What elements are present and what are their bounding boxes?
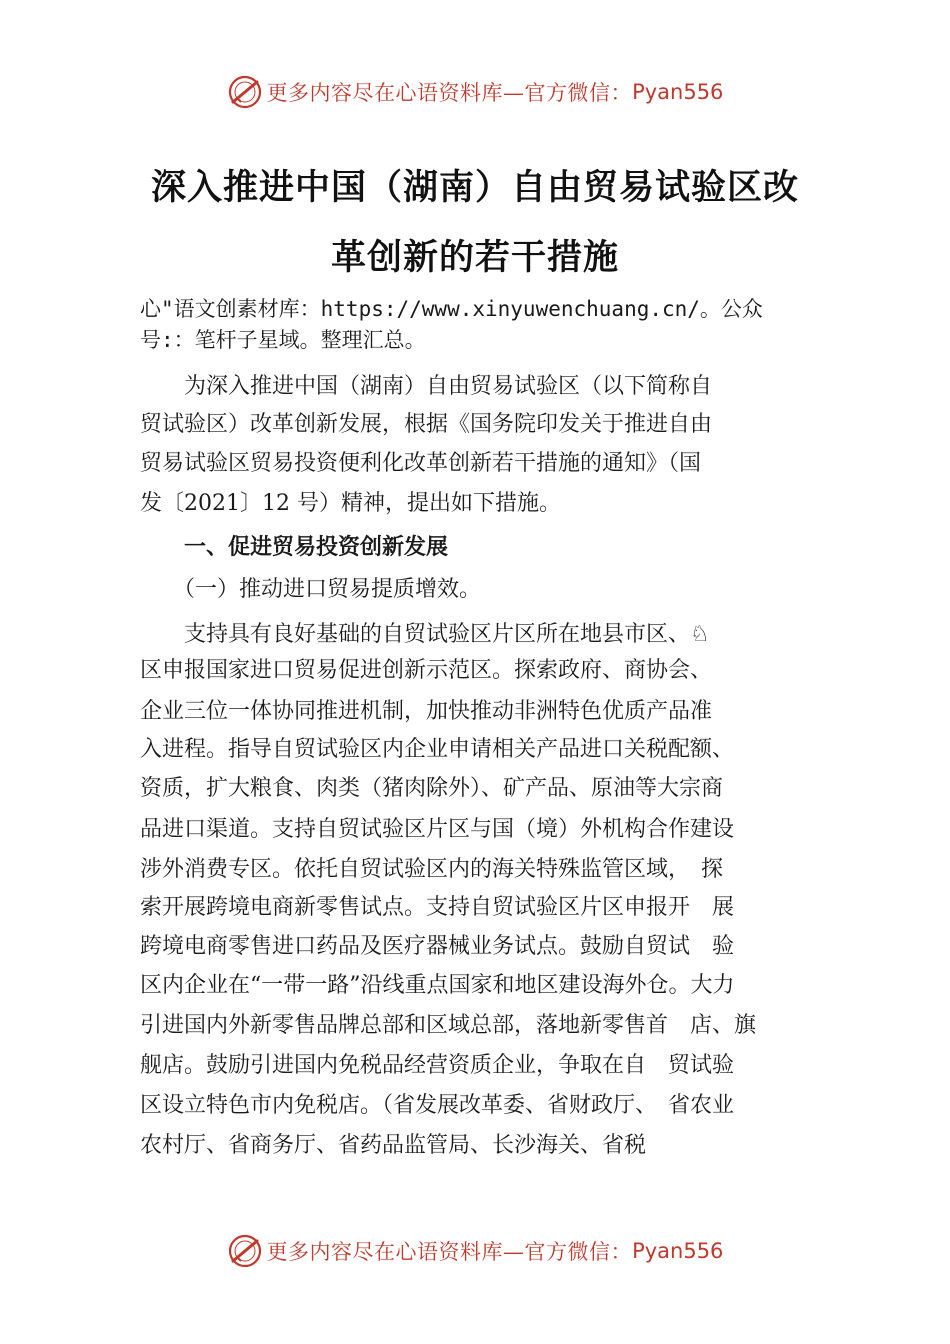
paragraph-line: 企业三位一体协同推进机制，加快推动非洲特色优质产品准 xyxy=(140,699,713,724)
paragraph-line: 入进程。指导自贸试验区内企业申请相关产品进口关税配额、 xyxy=(140,737,735,762)
paragraph-line: 跨境电商零售进口药品及医疗器械业务试点。鼓励自贸试 验 xyxy=(140,934,735,959)
banner-text: 更多内容尽在心语资料库—官方微信： xyxy=(266,1240,633,1264)
footer-banner xyxy=(0,1231,950,1271)
paragraph-line: 涉外消费专区。依托自贸试验区内的海关特殊监管区域， 探 xyxy=(140,857,724,882)
subsection-heading: （一）推动进口贸易提质增效。 xyxy=(140,577,482,602)
intro-line: 贸试验区）改革创新发展，根据《国务院印发关于推进自由 xyxy=(140,412,713,437)
paragraph-line: 资质，扩大粮食、肉类（猪肉除外）、矿产品、原油等大宗商 xyxy=(140,776,724,801)
intro-line: 贸易试验区贸易投资便利化改革创新若干措施的通知》（国 xyxy=(140,451,702,476)
paragraph-line: 区申报国家进口贸易促进创新示范区。探索政府、商协会、 xyxy=(140,658,713,683)
intro-line: 发〔2021〕12 号）精神，提出如下措施。 xyxy=(140,491,561,516)
seal-logo-icon xyxy=(227,1233,263,1269)
banner-wechat-id: Pyan556 xyxy=(632,80,724,104)
banner-text: 更多内容尽在心语资料库—官方微信： xyxy=(266,81,633,105)
banner-wechat-id: Pyan556 xyxy=(632,1239,724,1263)
paragraph-line: 支持具有良好基础的自贸试验区片区所在地县市区、♘ xyxy=(140,622,710,647)
seal-logo-icon xyxy=(227,74,263,110)
paragraph-line: 农村厅、省商务厅、省药品监管局、长沙海关、省税 xyxy=(140,1133,647,1158)
paragraph-line: 区内企业在“一带一路”沿线重点国家和地区建设海外仓。大力 xyxy=(140,973,735,998)
paragraph-line: 引进国内外新零售品牌总部和区域总部，落地新零售首 店、旗 xyxy=(140,1013,757,1038)
document-title-line-1: 深入推进中国（湖南）自由贸易试验区改 xyxy=(150,168,799,208)
paragraph-line: 品进口渠道。支持自贸试验区片区与国（境）外机构合作建设 xyxy=(140,817,735,842)
header-banner xyxy=(0,72,950,112)
section-heading: 一、促进贸易投资创新发展 xyxy=(140,535,449,560)
source-line-1: 心"语文创素材库：https://www.xinyuwenchuang.cn/。公众 xyxy=(140,297,763,321)
intro-line: 为深入推进中国（湖南）自由贸易试验区（以下简称自 xyxy=(140,374,713,399)
source-line-2: 号:：笔杆子星域。整理汇总。 xyxy=(140,328,426,352)
paragraph-line: 区设立特色市内免税店。（省发展改革委、省财政厅、 省农业 xyxy=(140,1093,735,1118)
paragraph-line: 索开展跨境电商新零售试点。支持自贸试验区片区申报开 展 xyxy=(140,895,735,920)
document-title-line-2: 革创新的若干措施 xyxy=(330,238,619,278)
paragraph-line: 舰店。鼓励引进国内免税品经营资质企业，争取在自 贸试验 xyxy=(140,1053,735,1078)
